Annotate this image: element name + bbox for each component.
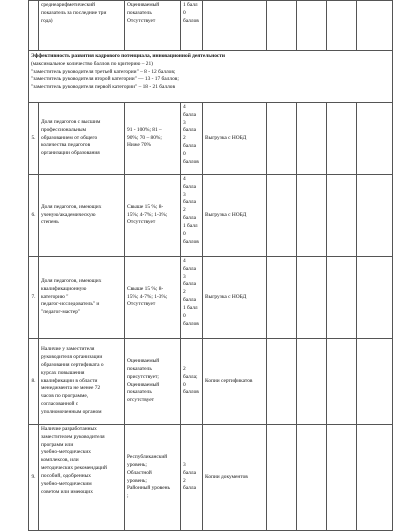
- table-row: [29, 339, 393, 425]
- row-number: 7.: [29, 257, 39, 339]
- indicator-cell: Наличие у заместителя руководителя организации образования сертификата о курсах повышения квалификации в области менеджмента не менее 72 часов по программе, согласованной с уполномоченным органом: [39, 339, 125, 425]
- indicator-cell: Доля педагогов, имеющих квалификационную категорию " педагог-исследователь" и "педагог-мастер": [39, 257, 125, 339]
- row-number: 8.: [29, 339, 39, 425]
- indicator-cell: Наличие разработанных заместителем руководителя программ или учебно-методических комплексов, или методических рекомендаций пособий, одобренных учебно-методическим советом или имеющих: [39, 425, 125, 531]
- method-cell: Оцениваемый показатель Отсутствует: [125, 1, 181, 51]
- table-row: [29, 175, 393, 257]
- table-row: [29, 425, 393, 531]
- method-cell: 91 - 100%; 81 – 90%; 70 – 80%; Ниже 70%: [125, 103, 181, 175]
- score-cell: 4 балла 3 балла 2 балла 1 балл 0 баллов: [181, 175, 203, 257]
- indicator-cell: среднеарифметический показатель за последние три года): [39, 1, 125, 51]
- source-cell: Выгрузка с НОБД: [203, 175, 267, 257]
- section-header-row: [29, 51, 393, 103]
- source-cell: Копии документов: [203, 425, 267, 531]
- source-cell: Копии сертификатов: [203, 339, 267, 425]
- table-row: [29, 1, 393, 51]
- method-cell: Свыше 15 %; 8- 15%; 4-7%; 1-3%; Отсутствует: [125, 175, 181, 257]
- score-cell: 4 балла 3 балла 2 балла 0 баллов: [181, 103, 203, 175]
- indicator-cell: Доля педагогов с высшим профессиональным образованием от общего количества педагогов организации образования: [39, 103, 125, 175]
- method-cell: Свыше 15 %; 8- 15%; 4-7%; 1-3%; Отсутствует: [125, 257, 181, 339]
- score-cell: 2 балла; 0 баллов: [181, 339, 203, 425]
- score-cell: 4 балла 3 балла 2 балла 1 балл 0 баллов: [181, 257, 203, 339]
- table-row: [29, 103, 393, 175]
- source-cell: Выгрузка с НОБД: [203, 257, 267, 339]
- row-number: 9.: [29, 425, 39, 531]
- source-cell: [203, 1, 267, 51]
- source-cell: Выгрузка с НОБД: [203, 103, 267, 175]
- method-cell: Республиканский уровень; Областной уровень; Районный уровень ;: [125, 425, 181, 531]
- indicator-cell: Доля педагогов, имеющих ученую/академическую степень: [39, 175, 125, 257]
- row-number: 5.: [29, 103, 39, 175]
- score-cell: 3 балла 2 балла: [181, 425, 203, 531]
- score-cell: 1 балл 0 баллов: [181, 1, 203, 51]
- section-header: Эффективность развития кадрового потенциала, инновационной деятельности (максимальное количество баллов по критерию – 21) "заместитель руководителя третьей категории" – 8 - 12 баллов; "заместитель руководителя второй категории" — 13 - 17 баллов; "заместитель руководителя первой категории" – 18 - 21 баллов: [29, 51, 393, 103]
- criteria-table: [28, 0, 393, 531]
- row-number: 6.: [29, 175, 39, 257]
- table-row: [29, 257, 393, 339]
- row-number-cell: [29, 1, 39, 51]
- method-cell: Оцениваемый показатель присутствует; Оцениваемый показатель отсутствует: [125, 339, 181, 425]
